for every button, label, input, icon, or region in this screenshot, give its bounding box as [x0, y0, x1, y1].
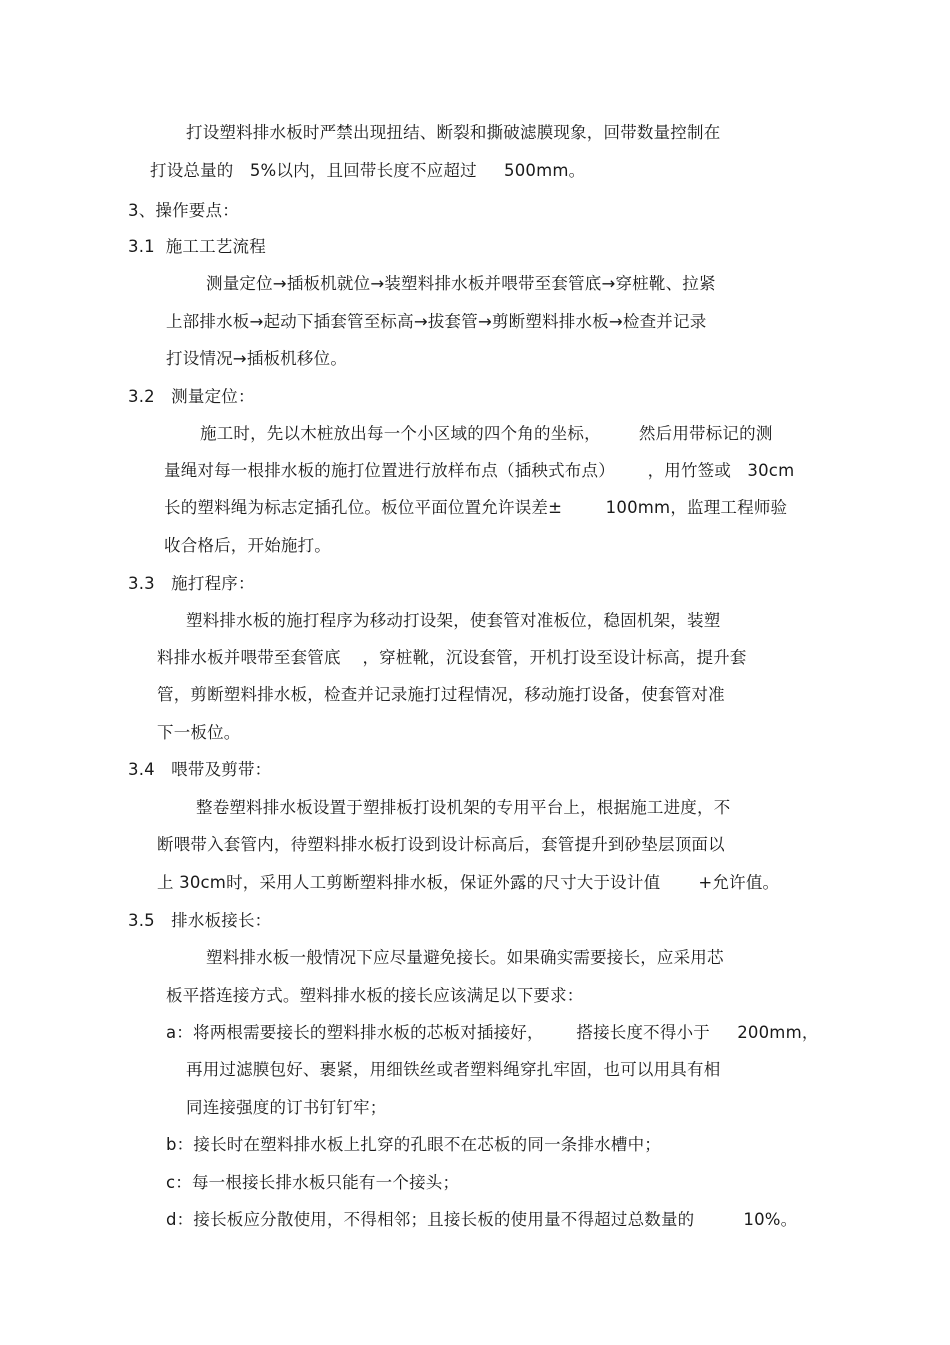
- paragraph-line: 收合格后，开始施打。: [164, 536, 331, 555]
- paragraph-line: 量绳对每一根排水板的施打位置进行放样布点（插秧式布点） ，用竹签或 30cm: [164, 461, 795, 480]
- paragraph-line: 打设情况→插板机移位。: [166, 349, 348, 368]
- paragraph-line: 塑料排水板一般情况下应尽量避免接长。如果确实需要接长，应采用芯: [206, 948, 724, 967]
- paragraph-line: 同连接强度的订书钉钉牢；: [186, 1098, 387, 1117]
- paragraph-line: 管，剪断塑料排水板，检查并记录施打过程情况，移动施打设备，使套管对准: [157, 685, 725, 704]
- list-item: a：将两根需要接长的塑料排水板的芯板对插接好， 搭接长度不得小于 200mm，: [166, 1023, 819, 1042]
- paragraph-line: 测量定位→插板机就位→装塑料排水板并喂带至套管底→穿桩靴、拉紧: [206, 274, 716, 293]
- list-item: c：每一根接长排水板只能有一个接头；: [166, 1173, 460, 1192]
- paragraph-line: 上 30cm时，采用人工剪断塑料排水板，保证外露的尺寸大于设计值 +允许值。: [157, 873, 780, 892]
- paragraph-line: 长的塑料绳为标志定插孔位。板位平面位置允许误差± 100mm，监理工程师验: [164, 498, 788, 517]
- paragraph-line: 施工时，先以木桩放出每一个小区域的四个角的坐标， 然后用带标记的测: [200, 424, 773, 443]
- paragraph-line: 塑料排水板的施打程序为移动打设架，使套管对准板位，稳固机架，装塑: [186, 611, 721, 630]
- subsection-heading: 3.1 施工工艺流程: [128, 237, 266, 256]
- subsection-heading: 3.5 排水板接长：: [128, 911, 272, 930]
- paragraph-line: 打设总量的 5%以内，且回带长度不应超过 500mm。: [150, 161, 586, 180]
- subsection-heading: 3.4 喂带及剪带：: [128, 760, 272, 779]
- list-item: b：接长时在塑料排水板上扎穿的孔眼不在芯板的同一条排水槽中；: [166, 1135, 661, 1154]
- paragraph-line: 整卷塑料排水板设置于塑排板打设机架的专用平台上，根据施工进度，不: [196, 798, 731, 817]
- paragraph-line: 断喂带入套管内，待塑料排水板打设到设计标高后，套管提升到砂垫层顶面以: [157, 835, 725, 854]
- subsection-heading: 3.2 测量定位：: [128, 387, 255, 406]
- paragraph-line: 料排水板并喂带至套管底 ，穿桩靴，沉设套管，开机打设至设计标高，提升套: [157, 648, 747, 667]
- paragraph-line: 打设塑料排水板时严禁出现扭结、断裂和撕破滤膜现象，回带数量控制在: [186, 123, 721, 142]
- paragraph-line: 板平搭连接方式。塑料排水板的接长应该满足以下要求：: [166, 986, 584, 1005]
- subsection-heading: 3.3 施打程序：: [128, 574, 255, 593]
- paragraph-line: 上部排水板→起动下插套管至标高→拔套管→剪断塑料排水板→检查并记录: [166, 312, 707, 331]
- section-heading: 3、操作要点：: [128, 201, 239, 220]
- paragraph-line: 下一板位。: [157, 723, 241, 742]
- paragraph-line: 再用过滤膜包好、裹紧，用细铁丝或者塑料绳穿扎牢固，也可以用具有相: [186, 1060, 721, 1079]
- list-item: d：接长板应分散使用，不得相邻；且接长板的使用量不得超过总数量的 10%。: [166, 1210, 798, 1229]
